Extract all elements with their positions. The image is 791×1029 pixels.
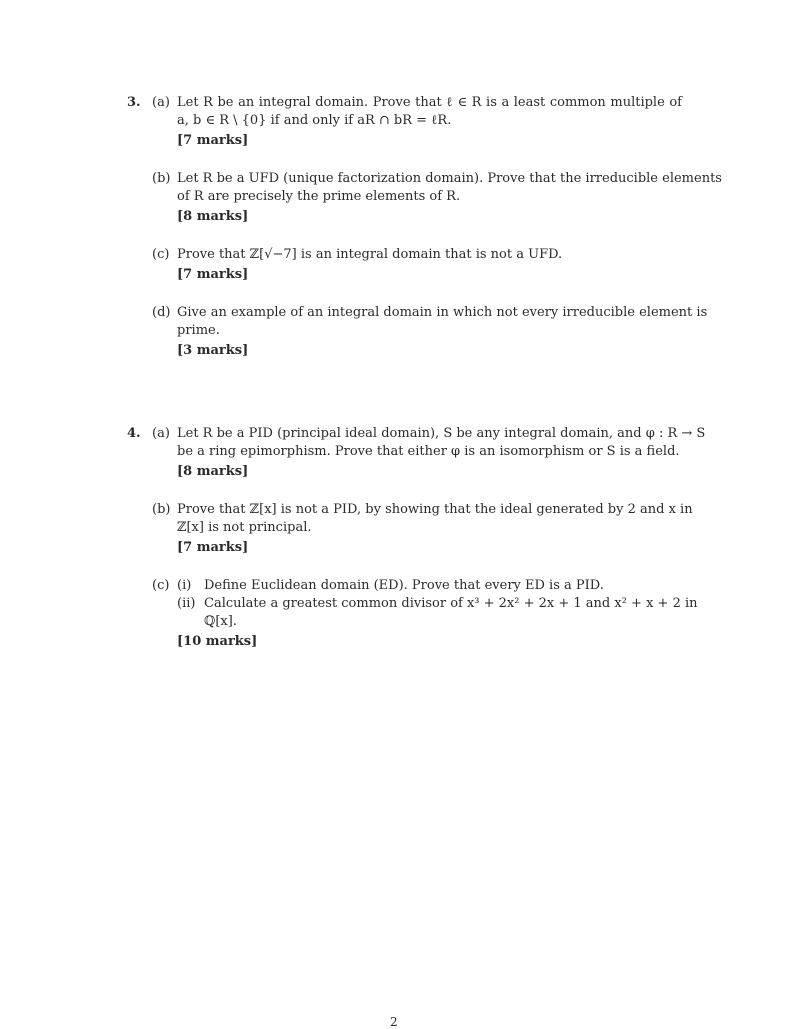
part-text-line: Let R be a UFD (unique factorization domain). Prove that the irreducible elements	[177, 171, 722, 186]
part-text-line: Prove that ℤ[x] is not a PID, by showing that the ideal generated by 2 and x in	[177, 502, 693, 517]
marks-label: [7 marks]	[177, 267, 249, 282]
marks-label: [8 marks]	[177, 209, 249, 224]
question-number: 3.	[127, 95, 141, 110]
marks-label: [3 marks]	[177, 343, 249, 358]
part-label: (b)	[152, 502, 171, 517]
part-text-line: prime.	[177, 323, 220, 338]
part-text-line: Let R be a PID (principal ideal domain), S be any integral domain, and φ : R → S	[177, 426, 706, 441]
part-text-line: Give an example of an integral domain in which not every irreducible element is	[177, 305, 708, 320]
part-text-line: be a ring epimorphism. Prove that either φ is an isomorphism or S is a field.	[177, 444, 680, 459]
part-label: (c)	[152, 247, 170, 262]
part-label: (b)	[152, 171, 171, 186]
subpart-ii	[177, 595, 698, 631]
subpart-i	[177, 577, 682, 595]
part-label: (a)	[152, 95, 170, 110]
subpart-label: (ii)	[177, 596, 196, 611]
part-label: (a)	[152, 426, 170, 441]
marks-label: [7 marks]	[177, 540, 249, 555]
part-text-line: a, b ∈ R \ {0} if and only if aR ∩ bR = ℓR.	[177, 113, 452, 128]
marks-label: [10 marks]	[177, 634, 258, 649]
part-text-line: Let R be an integral domain. Prove that ℓ ∈ R is a least common multiple of	[177, 95, 682, 110]
part-text-line: Prove that ℤ[√−7] is an integral domain that is not a UFD.	[177, 247, 563, 262]
part-text-line: of R are precisely the prime elements of R.	[177, 189, 461, 204]
subpart-text-line: ℚ[x].	[204, 614, 237, 629]
page-number: 2	[390, 1015, 398, 1029]
part-text-line: ℤ[x] is not principal.	[177, 520, 312, 535]
part-label: (d)	[152, 305, 171, 320]
subpart-text-line: Define Euclidean domain (ED). Prove that every ED is a PID.	[204, 578, 604, 593]
subpart-label: (i)	[177, 578, 192, 593]
question-number: 4.	[127, 426, 141, 441]
marks-label: [8 marks]	[177, 464, 249, 479]
marks-label: [7 marks]	[177, 133, 249, 148]
subpart-text-line: Calculate a greatest common divisor of x³ + 2x² + 2x + 1 and x² + x + 2 in	[204, 596, 698, 611]
part-label: (c)	[152, 578, 170, 593]
